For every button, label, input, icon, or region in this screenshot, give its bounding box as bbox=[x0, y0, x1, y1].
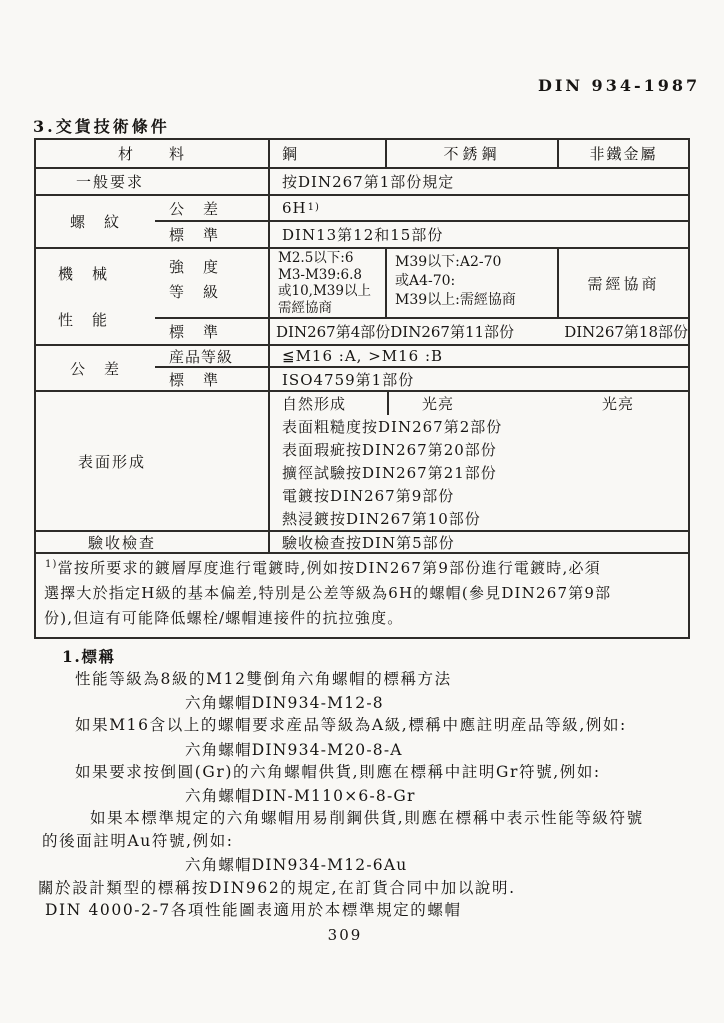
mechanical-label-line2: 性 能 bbox=[58, 310, 110, 329]
designation-heading: 1.標稱 bbox=[62, 647, 116, 666]
designation-example-2: 六角螺帽DIN934-M20-8-A bbox=[185, 741, 403, 759]
general-requirements-value: 按DIN267第1部份規定 bbox=[268, 167, 688, 194]
mech-standard-steel: DIN267第4部份 bbox=[276, 323, 391, 341]
designation-paragraph-2: 如果M16含以上的螺帽要求産品等級為A級,標稱中應註明産品等級,例如: bbox=[75, 716, 627, 734]
designation-intro: 性能等級為8級的M12雙倒角六角螺帽的標稱方法 bbox=[75, 670, 452, 688]
mech-standard-stainless: DIN267第11部份 bbox=[390, 323, 515, 341]
mechanical-label bbox=[36, 247, 155, 344]
strength-steel-line3: 或10,M39以上 bbox=[278, 283, 371, 299]
strength-label-line1: 強 度 bbox=[169, 258, 221, 276]
tolerance-standard-value: ISO4759第1部份 bbox=[268, 366, 688, 390]
designation-paragraph-6: DIN 4000-2-7各項性能圖表適用於本標準規定的螺帽 bbox=[45, 901, 462, 919]
strength-steel-cell bbox=[268, 247, 385, 317]
header-steel: 鋼 bbox=[268, 140, 385, 167]
surface-hotdip-line: 熱浸鍍按DIN267第10部份 bbox=[282, 510, 481, 528]
designation-paragraph-4b: 的後面註明Au符號,例如: bbox=[42, 832, 234, 850]
strength-label-line2: 等 級 bbox=[169, 283, 221, 301]
thread-tolerance-text: 6H bbox=[282, 199, 307, 217]
mechanical-standard-value bbox=[268, 317, 688, 344]
strength-stainless-line3: M39以上:需經協商 bbox=[395, 292, 516, 308]
surface-roughness-line: 表面粗糙度按DIN267第2部份 bbox=[282, 418, 503, 436]
strength-stainless-line2: 或A4-70: bbox=[395, 273, 456, 289]
header-nonferrous: 非鐵金屬 bbox=[557, 140, 688, 167]
strength-stainless-cell bbox=[385, 247, 557, 317]
mechanical-standard-label: 標 準 bbox=[155, 317, 268, 344]
thread-label: 螺 紋 bbox=[36, 194, 155, 247]
document-reference: DIN 934-1987 bbox=[538, 76, 701, 95]
strength-nonferrous-cell: 需經協商 bbox=[557, 247, 688, 317]
surface-finish-label: 表面形成 bbox=[36, 390, 268, 530]
footnote-line1 bbox=[44, 556, 680, 581]
header-material: 材 料 bbox=[117, 145, 186, 163]
surface-bright-nonferrous: 光亮 bbox=[602, 395, 635, 413]
delivery-conditions-table bbox=[34, 138, 690, 554]
surface-expansion-test-line: 擴徑試驗按DIN267第21部份 bbox=[282, 464, 497, 482]
strength-steel-line1: M2.5以下:6 bbox=[278, 250, 354, 266]
mech-standard-nonferrous: DIN267第18部份 bbox=[564, 323, 688, 341]
thread-tolerance-label: 公 差 bbox=[155, 194, 268, 220]
footnote-sup: 1) bbox=[45, 559, 58, 570]
mechanical-label-line1: 機 械 bbox=[58, 264, 110, 283]
product-grade-label: 産品等級 bbox=[155, 344, 268, 366]
surface-finish-value bbox=[268, 390, 688, 530]
thread-standard-value: DIN13第12和15部份 bbox=[268, 220, 688, 247]
designation-example-3: 六角螺帽DIN-M110×6-8-Gr bbox=[185, 787, 416, 805]
inspection-value: 驗收檢查按DIN第5部份 bbox=[268, 530, 688, 552]
inspection-label: 驗收檢查 bbox=[36, 530, 268, 552]
general-requirements-label: 一般要求 bbox=[36, 167, 268, 194]
footnote-box bbox=[34, 552, 690, 639]
surface-finish-row1 bbox=[270, 392, 688, 415]
thread-tolerance-value: 6H 1) bbox=[268, 194, 688, 220]
surface-natural: 自然形成 bbox=[282, 395, 347, 413]
product-grade-value: ≦M16 :A, >M16 :B bbox=[268, 344, 688, 366]
designation-paragraph-4a: 如果本標準規定的六角螺帽用易削鋼供貨,則應在標稱中表示性能等級符號 bbox=[90, 809, 644, 827]
designation-example-4: 六角螺帽DIN934-M12-6Au bbox=[185, 856, 408, 874]
tolerance-label: 公 差 bbox=[36, 344, 155, 390]
header-stainless: 不銹鋼 bbox=[385, 140, 557, 167]
strength-stainless-line1: M39以下:A2-70 bbox=[395, 254, 502, 270]
page-number: 309 bbox=[327, 926, 363, 944]
strength-steel-line4: 需經協商 bbox=[278, 299, 332, 316]
designation-paragraph-3: 如果要求按倒圓(Gr)的六角螺帽供貨,則應在標稱中註明Gr符號,例如: bbox=[75, 763, 601, 781]
surface-electroplating-line: 電鍍按DIN267第9部份 bbox=[282, 487, 455, 505]
footnote-line2: 選擇大於指定H級的基本偏差,特別是公差等級為6H的螺帽(參見DIN267第9部 bbox=[44, 584, 612, 602]
section-title: 3.交貨技術條件 bbox=[33, 117, 170, 136]
designation-paragraph-5: 關於設計類型的標稱按DIN962的規定,在訂貨合同中加以說明. bbox=[38, 879, 516, 897]
strength-grade-label bbox=[155, 247, 268, 317]
tolerance-standard-label: 標 準 bbox=[155, 366, 268, 390]
surface-bright-stainless: 光亮 bbox=[387, 392, 559, 415]
designation-example-1: 六角螺帽DIN934-M12-8 bbox=[185, 694, 384, 712]
thread-standard-label: 標 準 bbox=[155, 220, 268, 247]
footnote-line3: 份),但這有可能降低螺栓/螺帽連接件的抗拉強度。 bbox=[44, 609, 404, 627]
surface-defects-line: 表面瑕疵按DIN267第20部份 bbox=[282, 441, 497, 459]
strength-steel-line2: M3-M39:6.8 bbox=[278, 266, 362, 283]
footnote-line1-text: 當按所要求的鍍層厚度進行電鍍時,例如按DIN267第9部份進行電鍍時,必須 bbox=[57, 559, 601, 577]
